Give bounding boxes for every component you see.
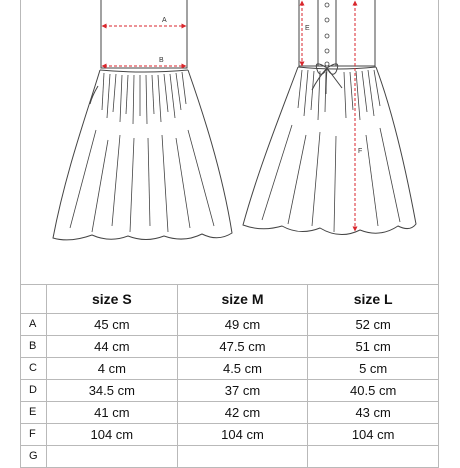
table-cell: 42 cm [177,402,308,424]
row-label: E [21,402,47,424]
row-label: C [21,358,47,380]
row-label: B [21,336,47,358]
measure-label-e: E [305,25,310,32]
table-cell: 47.5 cm [177,336,308,358]
header-size-s: size S [47,285,178,314]
table-cell: 52 cm [308,314,439,336]
table-row [21,380,439,402]
dress-front-sketch [53,0,232,240]
table-cell: 4 cm [47,358,178,380]
table-row [21,336,439,358]
table-cell: 104 cm [308,424,439,446]
table-cell: 104 cm [177,424,308,446]
table-cell [177,446,308,468]
table-header-row [21,285,439,314]
table-row [21,446,439,468]
table-cell: 5 cm [308,358,439,380]
table-cell: 44 cm [47,336,178,358]
row-label: D [21,380,47,402]
size-table [20,284,439,468]
table-cell: 104 cm [47,424,178,446]
table-cell: 49 cm [177,314,308,336]
table-cell: 40.5 cm [308,380,439,402]
back-buttons [325,3,329,66]
row-label: F [21,424,47,446]
table-cell: 34.5 cm [47,380,178,402]
table-cell [47,446,178,468]
row-label: G [21,446,47,468]
table-cell: 51 cm [308,336,439,358]
drawstring-bow [312,64,342,94]
header-size-m: size M [177,285,308,314]
measure-label-a: A [162,17,167,24]
dress-back-sketch [243,0,416,235]
header-corner [21,285,47,314]
header-size-l: size L [308,285,439,314]
table-cell: 41 cm [47,402,178,424]
table-cell: 37 cm [177,380,308,402]
measure-label-b: B [159,57,164,64]
row-label: A [21,314,47,336]
measure-label-f: F [358,148,363,155]
table-row [21,358,439,380]
table-cell [308,446,439,468]
table-row [21,402,439,424]
table-row [21,424,439,446]
table-cell: 45 cm [47,314,178,336]
table-cell: 43 cm [308,402,439,424]
table-cell: 4.5 cm [177,358,308,380]
table-row [21,314,439,336]
